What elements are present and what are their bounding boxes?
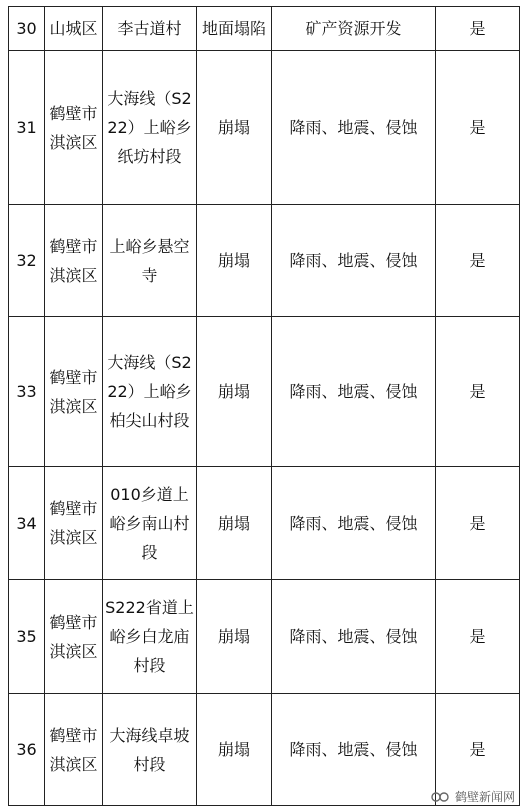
table-row <box>9 51 520 205</box>
region-cell: 鹤壁市淇滨区 <box>45 205 103 317</box>
flag-cell: 是 <box>436 51 520 205</box>
region-cell: 山城区 <box>45 7 103 51</box>
hazard-table <box>8 6 520 806</box>
factor-cell: 降雨、地震、侵蚀 <box>272 317 436 467</box>
hazard-type-cell: 崩塌 <box>197 51 272 205</box>
hazard-type-cell: 崩塌 <box>197 205 272 317</box>
flag-cell: 是 <box>436 467 520 580</box>
table-row <box>9 580 520 694</box>
hazard-type-cell: 崩塌 <box>197 467 272 580</box>
factor-cell: 降雨、地震、侵蚀 <box>272 51 436 205</box>
location-cell: S222省道上峪乡白龙庙村段 <box>103 580 197 694</box>
wechat-channel-icon <box>431 790 449 804</box>
watermark <box>431 788 515 805</box>
region-cell: 鹤壁市淇滨区 <box>45 467 103 580</box>
location-cell: 大海线卓坡村段 <box>103 694 197 806</box>
region-cell: 鹤壁市淇滨区 <box>45 51 103 205</box>
flag-cell: 是 <box>436 580 520 694</box>
factor-cell: 降雨、地震、侵蚀 <box>272 467 436 580</box>
factor-cell: 降雨、地震、侵蚀 <box>272 580 436 694</box>
factor-cell: 矿产资源开发 <box>272 7 436 51</box>
hazard-type-cell: 崩塌 <box>197 580 272 694</box>
location-cell: 上峪乡悬空寺 <box>103 205 197 317</box>
region-cell: 鹤壁市淇滨区 <box>45 694 103 806</box>
location-cell: 大海线（S222）上峪乡纸坊村段 <box>103 51 197 205</box>
table-row <box>9 205 520 317</box>
row-number: 36 <box>9 694 45 806</box>
row-number: 34 <box>9 467 45 580</box>
location-cell: 010乡道上峪乡南山村段 <box>103 467 197 580</box>
location-cell: 李古道村 <box>103 7 197 51</box>
factor-cell: 降雨、地震、侵蚀 <box>272 694 436 806</box>
row-number: 35 <box>9 580 45 694</box>
flag-cell: 是 <box>436 694 520 806</box>
row-number: 32 <box>9 205 45 317</box>
region-cell: 鹤壁市淇滨区 <box>45 317 103 467</box>
table-row <box>9 317 520 467</box>
hazard-type-cell: 崩塌 <box>197 694 272 806</box>
location-cell: 大海线（S222）上峪乡柏尖山村段 <box>103 317 197 467</box>
table-row <box>9 7 520 51</box>
watermark-text: 鹤壁新闻网 <box>454 790 515 804</box>
row-number: 31 <box>9 51 45 205</box>
factor-cell: 降雨、地震、侵蚀 <box>272 205 436 317</box>
row-number: 33 <box>9 317 45 467</box>
table-row <box>9 467 520 580</box>
region-cell: 鹤壁市淇滨区 <box>45 580 103 694</box>
flag-cell: 是 <box>436 7 520 51</box>
hazard-type-cell: 崩塌 <box>197 317 272 467</box>
row-number: 30 <box>9 7 45 51</box>
flag-cell: 是 <box>436 317 520 467</box>
flag-cell: 是 <box>436 205 520 317</box>
hazard-type-cell: 地面塌陷 <box>197 7 272 51</box>
